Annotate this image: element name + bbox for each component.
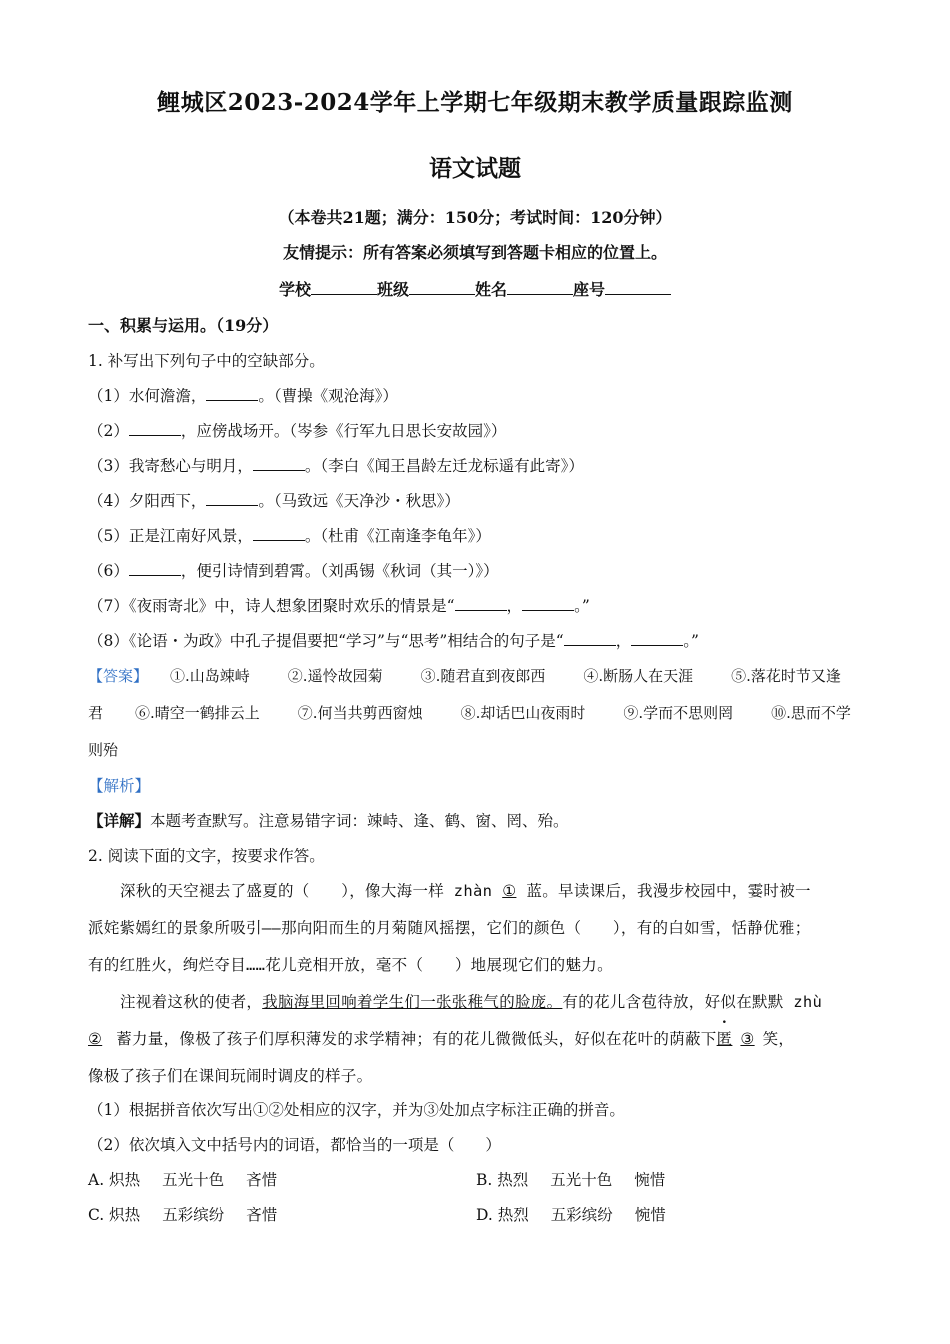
answer-item: ②.遥怜故园菊 — [287, 667, 383, 685]
answer-blank — [253, 454, 305, 471]
option-d — [476, 1203, 666, 1225]
passage-text: 深秋的天空褪去了盛夏的（ ），像大海一样 zhàn — [120, 882, 493, 900]
passage-line: 像极了孩子们在课间玩闹时调皮的样子。 — [88, 1067, 373, 1085]
answer-item: ⑧.却话巴山夜雨时 — [460, 704, 586, 722]
q1-item — [88, 489, 460, 511]
answer-line-2 — [88, 702, 851, 723]
option-word: 惋惜 — [634, 1206, 666, 1224]
item-text: 。（马致远《天净沙・秋思》） — [258, 492, 460, 510]
option-word: 惋惜 — [634, 1171, 666, 1189]
answer-blank — [206, 384, 258, 401]
option-label: B. — [476, 1171, 493, 1189]
item-text: （1）水何澹澹， — [88, 387, 207, 405]
option-label: D. — [476, 1206, 493, 1224]
passage-blank-3: ③ — [740, 1030, 755, 1048]
item-text: 。（杜甫《江南逢李龟年》） — [304, 527, 491, 545]
exam-title: 鲤城区2023-2024学年上学期七年级期末教学质量跟踪监测 — [157, 89, 793, 116]
answer-blank — [522, 594, 574, 611]
answer-line-1 — [88, 665, 841, 686]
answer-blank — [631, 629, 683, 646]
field-name-blank[interactable] — [507, 278, 573, 295]
q2-prompt: 2. 阅读下面的文字，按要求作答。 — [88, 847, 325, 865]
q1-item-8 — [88, 629, 699, 651]
passage-text: 笑， — [762, 1030, 795, 1048]
item-text: 。” — [574, 597, 590, 615]
answer-blank — [129, 419, 181, 436]
item-text: （5）正是江南好风景， — [88, 527, 253, 545]
answer-blank — [564, 629, 616, 646]
answer-item: ⑦.何当共剪西窗烛 — [297, 704, 423, 722]
field-school-blank[interactable] — [311, 278, 377, 295]
item-text: （4）夕阳西下， — [88, 492, 207, 510]
answer-blank — [455, 594, 507, 611]
answer-item: ③.随君直到夜郎西 — [420, 667, 546, 685]
q1-item — [88, 419, 506, 441]
passage-text: 有的花儿含苞待放，好似在默默 zhù — [562, 993, 823, 1011]
item-text: 。（曹操《观沧海》） — [258, 387, 398, 405]
passage-line: 有的红胜火，绚烂夺目……花儿竞相开放，毫不（ ）地展现它们的魅力。 — [88, 956, 613, 974]
item-text: 。” — [683, 632, 699, 650]
passage-blank-1: ① — [502, 882, 517, 900]
q1-item — [88, 524, 491, 546]
option-word: 吝惜 — [246, 1206, 278, 1224]
answer-item: ①.山岛竦峙 — [170, 667, 250, 685]
option-word: 热烈 — [497, 1171, 529, 1189]
field-school-label: 学校 — [278, 280, 311, 299]
field-class-label: 班级 — [376, 280, 409, 299]
detail-text: 本题考查默写。注意易错字词：竦峙、逢、鹤、窗、罔、殆。 — [150, 812, 569, 830]
answer-blank — [129, 559, 181, 576]
option-word: 五彩缤纷 — [550, 1206, 613, 1224]
answer-blank — [253, 524, 305, 541]
q2-sub2: （2）依次填入文中括号内的词语，都恰当的一项是（ ） — [88, 1136, 501, 1154]
answer-item: 君 — [88, 704, 104, 722]
dotted-char: 匿 — [716, 1030, 733, 1048]
item-text: （7）《夜雨寄北》中，诗人想象团聚时欢乐的情景是“ — [88, 597, 455, 615]
answer-blank — [206, 489, 258, 506]
q1-prompt: 1. 补写出下列句子中的空缺部分。 — [88, 352, 325, 370]
q1-item — [88, 559, 499, 581]
item-text: （8）《论语・为政》中孔子提倡要把“学习”与“思考”相结合的句子是“ — [88, 632, 564, 650]
item-text: ，便引诗情到碧霄。（刘禹锡《秋词（其一）》） — [180, 562, 499, 580]
option-word: 五光十色 — [162, 1171, 225, 1189]
passage-line — [88, 879, 866, 901]
answer-item: ⑥.晴空一鹤排云上 — [135, 704, 260, 722]
answer-line-3: 则殆 — [88, 741, 119, 759]
exam-tip: 友情提示：所有答案必须填写到答题卡相应的位置上。 — [282, 243, 667, 262]
answer-label: 【答案】 — [88, 667, 149, 685]
exam-subtitle: 语文试题 — [429, 155, 521, 182]
answer-item: ⑨.学而不思则罔 — [623, 704, 734, 722]
answer-item: ⑤.落花时节又逢 — [731, 667, 841, 685]
passage-line: 派姹紫嫣红的景象所吸引——那向阳而生的月菊随风摇摆，它们的颜色（ ），有的白如雪，恬静优雅； — [88, 919, 811, 937]
option-word: 热烈 — [497, 1206, 529, 1224]
detail-label: 【详解】 — [88, 811, 151, 830]
field-class-blank[interactable] — [409, 278, 475, 295]
option-b — [476, 1168, 665, 1190]
item-text: ，应傍战场开。（岑参《行军九日思长安故园》） — [180, 422, 507, 440]
field-name-label: 姓名 — [475, 280, 508, 299]
option-word: 五彩缤纷 — [162, 1206, 225, 1224]
q2-sub1: （1）根据拼音依次写出①②处相应的汉字，并为③处加点字标注正确的拼音。 — [88, 1101, 625, 1119]
passage-blank-2: ② — [88, 1030, 103, 1048]
field-seat-label: 座号 — [573, 280, 606, 299]
item-text: （6） — [88, 562, 129, 580]
detail-line — [88, 809, 569, 831]
exam-info: （本卷共21题；满分：150分；考试时间：120分钟） — [278, 208, 672, 227]
item-text: 。（李白《闻王昌龄左迁龙标遥有此寄》） — [304, 457, 584, 475]
option-label: A. — [88, 1171, 105, 1189]
q1-item-7 — [88, 594, 590, 616]
section-heading: 一、积累与运用。（19分） — [88, 316, 279, 335]
field-seat-blank[interactable] — [605, 278, 671, 295]
item-text: ， — [506, 597, 523, 615]
q1-item — [88, 454, 584, 476]
passage-text: 注视着这秋的使者， — [120, 993, 263, 1011]
option-word: 吝惜 — [246, 1171, 278, 1189]
passage-underlined: 我脑海里回响着学生们一张张稚气的脸庞。 — [262, 993, 563, 1011]
answer-item: ⑩.思而不学 — [771, 704, 851, 722]
item-text: （2） — [88, 422, 129, 440]
option-label: C. — [88, 1206, 105, 1224]
option-c — [88, 1203, 277, 1225]
option-word: 炽热 — [109, 1206, 141, 1224]
passage-text: 蓝。早读课后，我漫步校园中，霎时被一 — [526, 882, 811, 900]
option-word: 五光十色 — [550, 1171, 613, 1189]
item-text: ， — [615, 632, 632, 650]
analysis-label: 【解析】 — [88, 777, 151, 795]
student-fields — [0, 277, 950, 300]
item-text: （3）我寄愁心与明月， — [88, 457, 253, 475]
q1-item — [88, 384, 398, 406]
passage-line — [88, 1027, 866, 1049]
option-a — [88, 1168, 277, 1190]
passage-text: 蓄力量，像极了孩子们厚积薄发的求学精神；有的花儿微微低头，好似在花叶的荫蔽下 — [116, 1030, 717, 1048]
option-word: 炽热 — [109, 1171, 141, 1189]
passage-line — [88, 990, 866, 1012]
answer-item: ④.断肠人在天涯 — [583, 667, 694, 685]
